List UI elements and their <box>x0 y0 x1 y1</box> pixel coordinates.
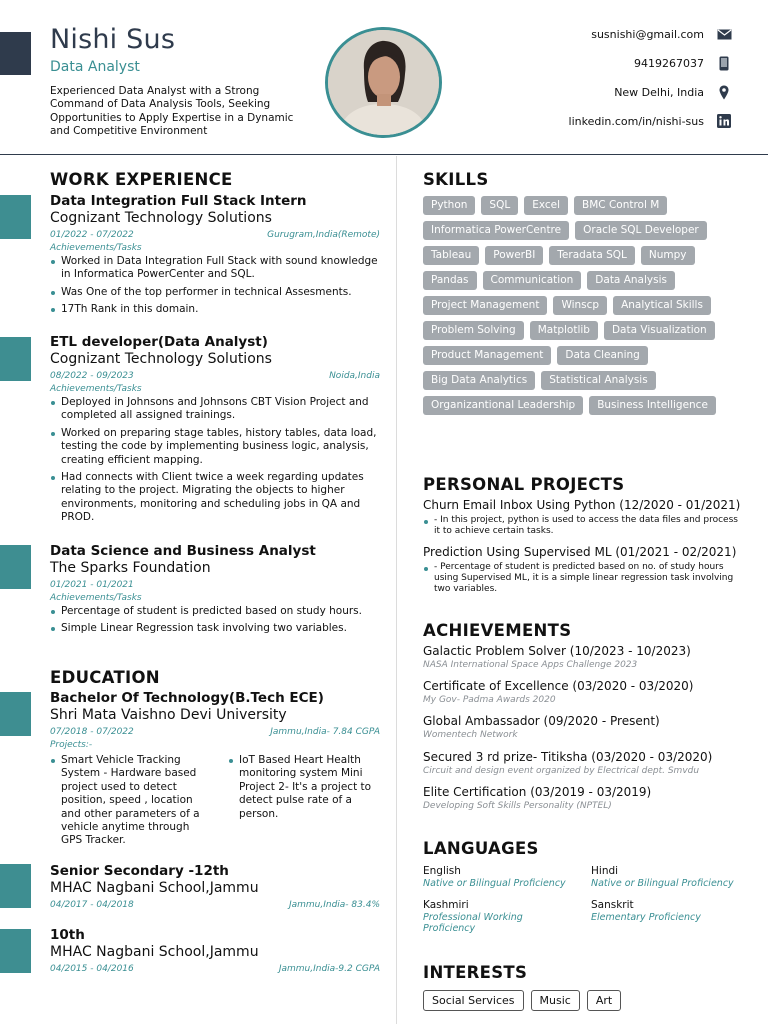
education-degree: 10th <box>50 927 85 943</box>
job-dates: 08/2022 - 09/2023 <box>50 371 134 381</box>
achievements-heading: ACHIEVEMENTS <box>423 621 572 640</box>
projects-heading: PERSONAL PROJECTS <box>423 475 625 494</box>
project-title: Churn Email Inbox Using Python (12/2020 - 01/2021) <box>423 498 741 512</box>
interests-list <box>423 990 621 1011</box>
job-bullet: Was One of the top performer in technical Assesments. <box>50 286 380 299</box>
job-dates: 01/2022 - 07/2022 <box>50 230 134 240</box>
project-entry <box>423 545 743 595</box>
achievement-title: Global Ambassador (09/2020 - Present) <box>423 714 660 728</box>
skill-tag: Problem Solving <box>423 321 524 340</box>
interests-heading: INTERESTS <box>423 963 528 982</box>
project-title: Prediction Using Supervised ML (01/2021 - 02/2021) <box>423 545 737 559</box>
language-entry <box>591 899 741 923</box>
skills-heading: SKILLS <box>423 170 489 189</box>
education-dates: 04/2017 - 04/2018 <box>50 900 134 910</box>
education-degree: Senior Secondary -12th <box>50 863 229 879</box>
skill-tag: BMC Control M <box>574 196 667 215</box>
skills-list <box>423 196 723 415</box>
job-marker <box>0 545 31 589</box>
contact-linkedin[interactable] <box>432 113 732 129</box>
skill-tag: Teradata SQL <box>549 246 635 265</box>
work-experience-heading: WORK EXPERIENCE <box>50 170 233 189</box>
job-bullet: Worked on preparing stage tables, history tables, data load, testing the code by implementing business logic, analysis, creating efficient mapping. <box>50 427 380 467</box>
job-subheading: Achievements/Tasks <box>50 384 142 394</box>
skill-tag: Data Cleaning <box>557 346 647 365</box>
job-subheading: Achievements/Tasks <box>50 243 142 253</box>
project-desc: - Percentage of student is predicted based on no. of study hours using Supervised ML, it is a simple linear regression task involving two variables. <box>423 562 743 595</box>
achievement-title: Certificate of Excellence (03/2020 - 03/2020) <box>423 679 694 693</box>
summary-text: Experienced Data Analyst with a Strong Command of Data Analysis Tools, Seeking Opportunities to Apply Expertise in a Dynamic and Competitive Environment <box>50 85 294 138</box>
job-bullet: Simple Linear Regression task involving two variables. <box>50 622 380 635</box>
contact-location-text: New Delhi, India <box>614 85 704 99</box>
contact-phone[interactable] <box>432 55 732 71</box>
education-location: Jammu,India- 7.84 CGPA <box>270 727 380 737</box>
language-name: Kashmiri <box>423 899 469 911</box>
job-entry <box>50 334 380 529</box>
language-level: Native or Bilingual Proficiency <box>423 878 566 889</box>
achievement-entry <box>423 679 693 706</box>
achievement-entry <box>423 714 660 741</box>
skill-tag: Data Analysis <box>587 271 675 290</box>
language-level: Elementary Proficiency <box>591 912 701 923</box>
language-level: Native or Bilingual Proficiency <box>591 878 734 889</box>
job-bullet: 17Th Rank in this domain. <box>50 303 380 316</box>
achievement-desc: Circuit and design event organized by Electrical dept. Smvdu <box>423 766 700 776</box>
education-marker <box>0 864 31 908</box>
job-location: Gurugram,India(Remote) <box>267 230 380 240</box>
language-entry <box>423 865 573 889</box>
header-divider <box>0 154 768 155</box>
achievement-desc: NASA International Space Apps Challenge 2023 <box>423 660 638 670</box>
education-school: Shri Mata Vaishno Devi University <box>50 707 287 723</box>
candidate-title: Data Analyst <box>50 59 140 75</box>
job-title: Data Science and Business Analyst <box>50 543 316 559</box>
skill-tag: PowerBI <box>485 246 543 265</box>
contact-linkedin-text: linkedin.com/in/nishi-sus <box>568 114 704 128</box>
contact-phone-text: 9419267037 <box>634 56 704 70</box>
job-bullet: Percentage of student is predicted based on study hours. <box>50 605 380 618</box>
language-entry <box>423 899 548 934</box>
interest-tag: Music <box>531 990 580 1011</box>
job-entry <box>50 193 380 321</box>
interest-tag: Art <box>587 990 621 1011</box>
achievement-title: Elite Certification (03/2019 - 03/2019) <box>423 785 652 799</box>
skill-tag: Business Intelligence <box>589 396 716 415</box>
education-degree: Bachelor Of Technology(B.Tech ECE) <box>50 690 324 706</box>
email-icon <box>716 26 732 42</box>
profile-photo-image <box>328 30 439 135</box>
skill-tag: Analytical Skills <box>613 296 711 315</box>
achievement-desc: Womentech Network <box>423 730 518 740</box>
profile-photo <box>325 27 442 138</box>
skill-tag: Communication <box>483 271 582 290</box>
skill-tag: Organizantional Leadership <box>423 396 583 415</box>
language-name: Sanskrit <box>591 899 634 911</box>
skill-tag: SQL <box>481 196 518 215</box>
education-location: Jammu,India- 83.4% <box>288 900 380 910</box>
language-name: English <box>423 865 461 877</box>
header-accent-bar <box>0 32 31 75</box>
education-marker <box>0 692 31 736</box>
job-title: Data Integration Full Stack Intern <box>50 193 307 209</box>
education-school: MHAC Nagbani School,Jammu <box>50 880 259 896</box>
skill-tag: Numpy <box>641 246 695 265</box>
language-name: Hindi <box>591 865 619 877</box>
job-bullet: Deployed in Johnsons and Johnsons CBT Vision Project and completed all assigned trainings. <box>50 396 380 423</box>
skill-tag: Oracle SQL Developer <box>575 221 707 240</box>
location-icon <box>716 84 732 100</box>
job-title: ETL developer(Data Analyst) <box>50 334 268 350</box>
job-bullet: Had connects with Client twice a week regarding updates relating to the project. Migrating the objects to higher environments, monitoring and scheduling jobs in QA and PROD. <box>50 471 380 525</box>
achievement-entry <box>423 785 651 812</box>
achievement-title: Galactic Problem Solver (10/2023 - 10/2023) <box>423 644 691 658</box>
job-company: The Sparks Foundation <box>50 560 211 576</box>
skill-tag: Excel <box>524 196 568 215</box>
skill-tag: Data Visualization <box>604 321 715 340</box>
skill-tag: Big Data Analytics <box>423 371 535 390</box>
education-school: MHAC Nagbani School,Jammu <box>50 944 259 960</box>
education-subheading: Projects:- <box>50 740 93 750</box>
candidate-name: Nishi Sus <box>50 24 176 55</box>
job-entry <box>50 543 380 640</box>
job-company: Cognizant Technology Solutions <box>50 351 272 367</box>
contact-location <box>432 84 732 100</box>
phone-icon <box>716 55 732 71</box>
project-entry <box>423 498 743 537</box>
skill-tag: Matplotlib <box>530 321 598 340</box>
education-entry <box>50 927 380 974</box>
job-dates: 01/2021 - 01/2021 <box>50 580 134 590</box>
achievement-desc: My Gov- Padma Awards 2020 <box>423 695 556 705</box>
interest-tag: Social Services <box>423 990 524 1011</box>
skill-tag: Winscp <box>553 296 607 315</box>
job-marker <box>0 337 31 381</box>
education-location: Jammu,India-9.2 CGPA <box>278 964 380 974</box>
education-entry <box>50 863 380 910</box>
skill-tag: Tableau <box>423 246 479 265</box>
job-subheading: Achievements/Tasks <box>50 593 142 603</box>
education-dates: 04/2015 - 04/2016 <box>50 964 134 974</box>
achievement-entry <box>423 644 691 671</box>
contact-email[interactable] <box>432 26 732 42</box>
achievement-title: Secured 3 rd prize- Titiksha (03/2020 - 03/2020) <box>423 750 713 764</box>
linkedin-icon <box>716 113 732 129</box>
education-dates: 07/2018 - 07/2022 <box>50 727 134 737</box>
achievement-desc: Developing Soft Skills Personality (NPTEL) <box>423 801 612 811</box>
job-bullet: Worked in Data Integration Full Stack with sound knowledge in Informatica PowerCenter and SQL. <box>50 255 380 282</box>
education-project: IoT Based Heart Health monitoring system Mini Project 2- It's a project to detect pulse rate of a person. <box>228 754 380 821</box>
skill-tag: Pandas <box>423 271 477 290</box>
job-location: Noida,India <box>329 371 380 381</box>
languages-heading: LANGUAGES <box>423 839 539 858</box>
skill-tag: Python <box>423 196 475 215</box>
education-heading: EDUCATION <box>50 668 160 687</box>
skill-tag: Informatica PowerCentre <box>423 221 569 240</box>
language-level: Professional Working Proficiency <box>423 912 523 934</box>
education-project: Smart Vehicle Tracking System - Hardware based project used to detect position, speed , location and other parameters of a vehicle anytime through GPS Tracker. <box>50 754 202 848</box>
language-entry <box>591 865 741 889</box>
education-entry <box>50 690 380 852</box>
job-marker <box>0 195 31 239</box>
skill-tag: Product Management <box>423 346 551 365</box>
skill-tag: Statistical Analysis <box>541 371 655 390</box>
education-marker <box>0 929 31 973</box>
skill-tag: Project Management <box>423 296 547 315</box>
achievement-entry <box>423 750 712 777</box>
contact-email-text: susnishi@gmail.com <box>591 27 704 41</box>
column-divider <box>396 156 397 1024</box>
project-desc: - In this project, python is used to access the data files and process it to achieve certain tasks. <box>423 515 743 537</box>
job-company: Cognizant Technology Solutions <box>50 210 272 226</box>
